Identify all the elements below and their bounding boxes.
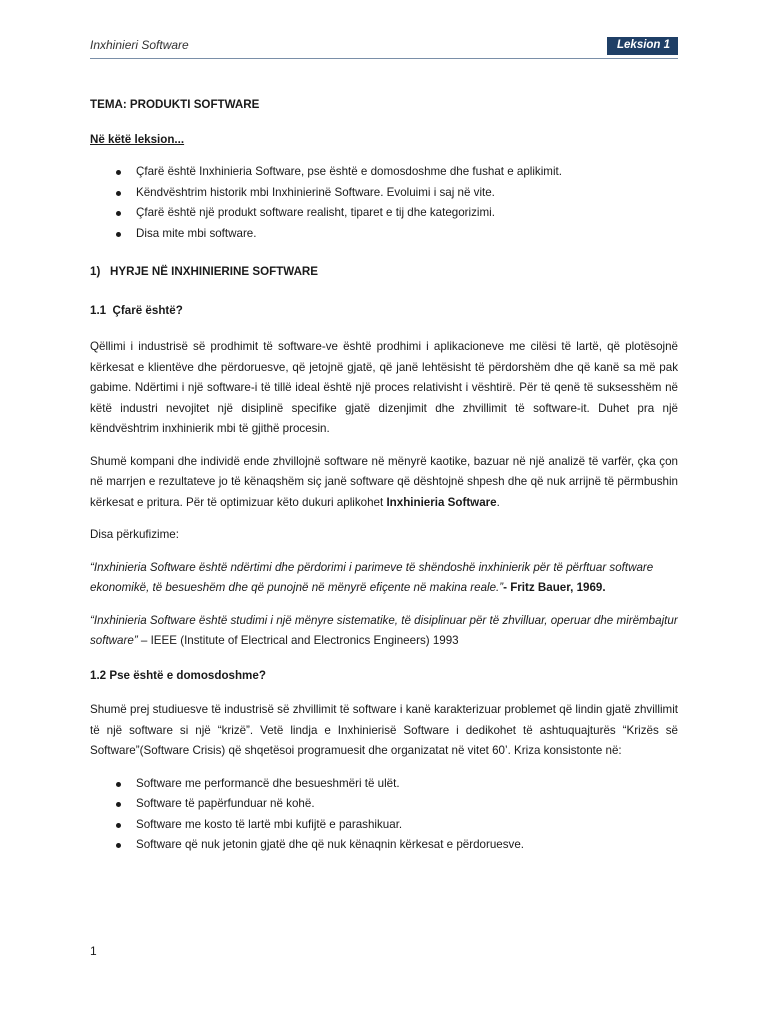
section-heading: 1) HYRJE NË INXHINIERINE SOFTWARE bbox=[90, 265, 319, 278]
header-title: Inxhinieri Software bbox=[90, 38, 189, 52]
lesson-overview-label: Në këtë leksion... bbox=[90, 132, 185, 146]
list-item: Software me kosto të lartë mbi kufijtë e parashikuar. bbox=[90, 815, 678, 836]
definitions-label: Disa përkufizime: bbox=[90, 528, 179, 541]
quote bbox=[90, 611, 678, 652]
quote-source: – IEEE (Institute of Electrical and Electronics Engineers) 1993 bbox=[137, 634, 459, 647]
bold-term: Inxhinieria Software bbox=[386, 495, 497, 509]
list-item: Software me performancë dhe besueshmëri të ulët. bbox=[90, 774, 678, 795]
list-item: Software të papërfunduar në kohë. bbox=[90, 794, 678, 815]
subsection-heading: 1.2 Pse është e domosdoshme? bbox=[90, 668, 266, 682]
list-item: Çfarë është një produkt software realisht, tiparet e tij dhe kategorizimi. bbox=[90, 203, 678, 224]
quote-text: “Inxhinieria Software është ndërtimi dhe përdorimi i parimeve të shëndoshë inxhinierik për të përftuar software ekonomikë, të besueshëm dhe që punojnë në mënyrë efiçente në makina reale.” bbox=[90, 560, 654, 594]
subsection-heading: 1.1 Çfarë është? bbox=[90, 303, 183, 317]
overview-bullet-list bbox=[90, 162, 678, 244]
lesson-badge: Leksion 1 bbox=[607, 37, 678, 55]
paragraph: Qëllimi i industrisë së prodhimit të software-ve është prodhimi i aplikacioneve me cilësi të lartë, që plotësojnë kërkesat e klientëve dhe përdoruesve, që jetojnë gjatë, që janë lehtësisht të përdorshëm dhe që kanë sa më pak gabime. Ndërtimi i një software-i të tillë ideal është një proces relativisht i vështirë. Për të qenë të suksesshëm në këtë industri nevojitet një disiplinë specifike gjatë dizenjimit dhe zhvillimit të software-it. Duhet pra një këndvështrim inxhinierik mbi të gjithë procesin. bbox=[90, 340, 678, 435]
quote-text: “Inxhinieria Software është studimi i një mënyre sistematike, të disiplinuar për të zhvilluar, operuar dhe mirëmbajtur software” bbox=[90, 613, 678, 647]
quote-source: - Fritz Bauer, 1969. bbox=[503, 581, 606, 594]
list-item: Disa mite mbi software. bbox=[90, 224, 678, 245]
paragraph-text: Shumë kompani dhe individë ende zhvillojnë software në mënyrë kaotike, bazuar në një analizë të varfër, çka çon në marrjen e rezultateve jo të kënaqshëm siç janë software që dështojnë shpesh dhe që nuk arrijnë të përmbushin kërkesat e pritura. Për të optimizuar këto dukuri aplikohet bbox=[90, 454, 678, 509]
quote bbox=[90, 558, 678, 599]
document-body bbox=[90, 95, 678, 856]
paragraph: Shumë prej studiuesve të industrisë së zhvillimit të software i kanë karakterizuar problemet që lindin gjatë zhvillimit të një software si një “krizë”. Vetë lindja e Inxhinierisë Software i dedikohet të ashtuquajturës “Krizës së Software”(Software Crisis) që shqetësoi programuesit dhe organizatat në vitet 60’. Kriza konsistonte në: bbox=[90, 703, 678, 757]
paragraph bbox=[90, 452, 678, 514]
list-item: Këndvështrim historik mbi Inxhinierinë Software. Evoluimi i saj në vite. bbox=[90, 183, 678, 204]
list-item: Software që nuk jetonin gjatë dhe që nuk kënaqnin kërkesat e përdoruesve. bbox=[90, 835, 678, 856]
page-number: 1 bbox=[90, 944, 97, 958]
list-item: Çfarë është Inxhinieria Software, pse është e domosdoshme dhe fushat e aplikimit. bbox=[90, 162, 678, 183]
topic-title: TEMA: PRODUKTI SOFTWARE bbox=[90, 98, 260, 111]
header-rule bbox=[90, 58, 678, 59]
crisis-bullet-list bbox=[90, 774, 678, 856]
paragraph-end: . bbox=[496, 495, 500, 509]
